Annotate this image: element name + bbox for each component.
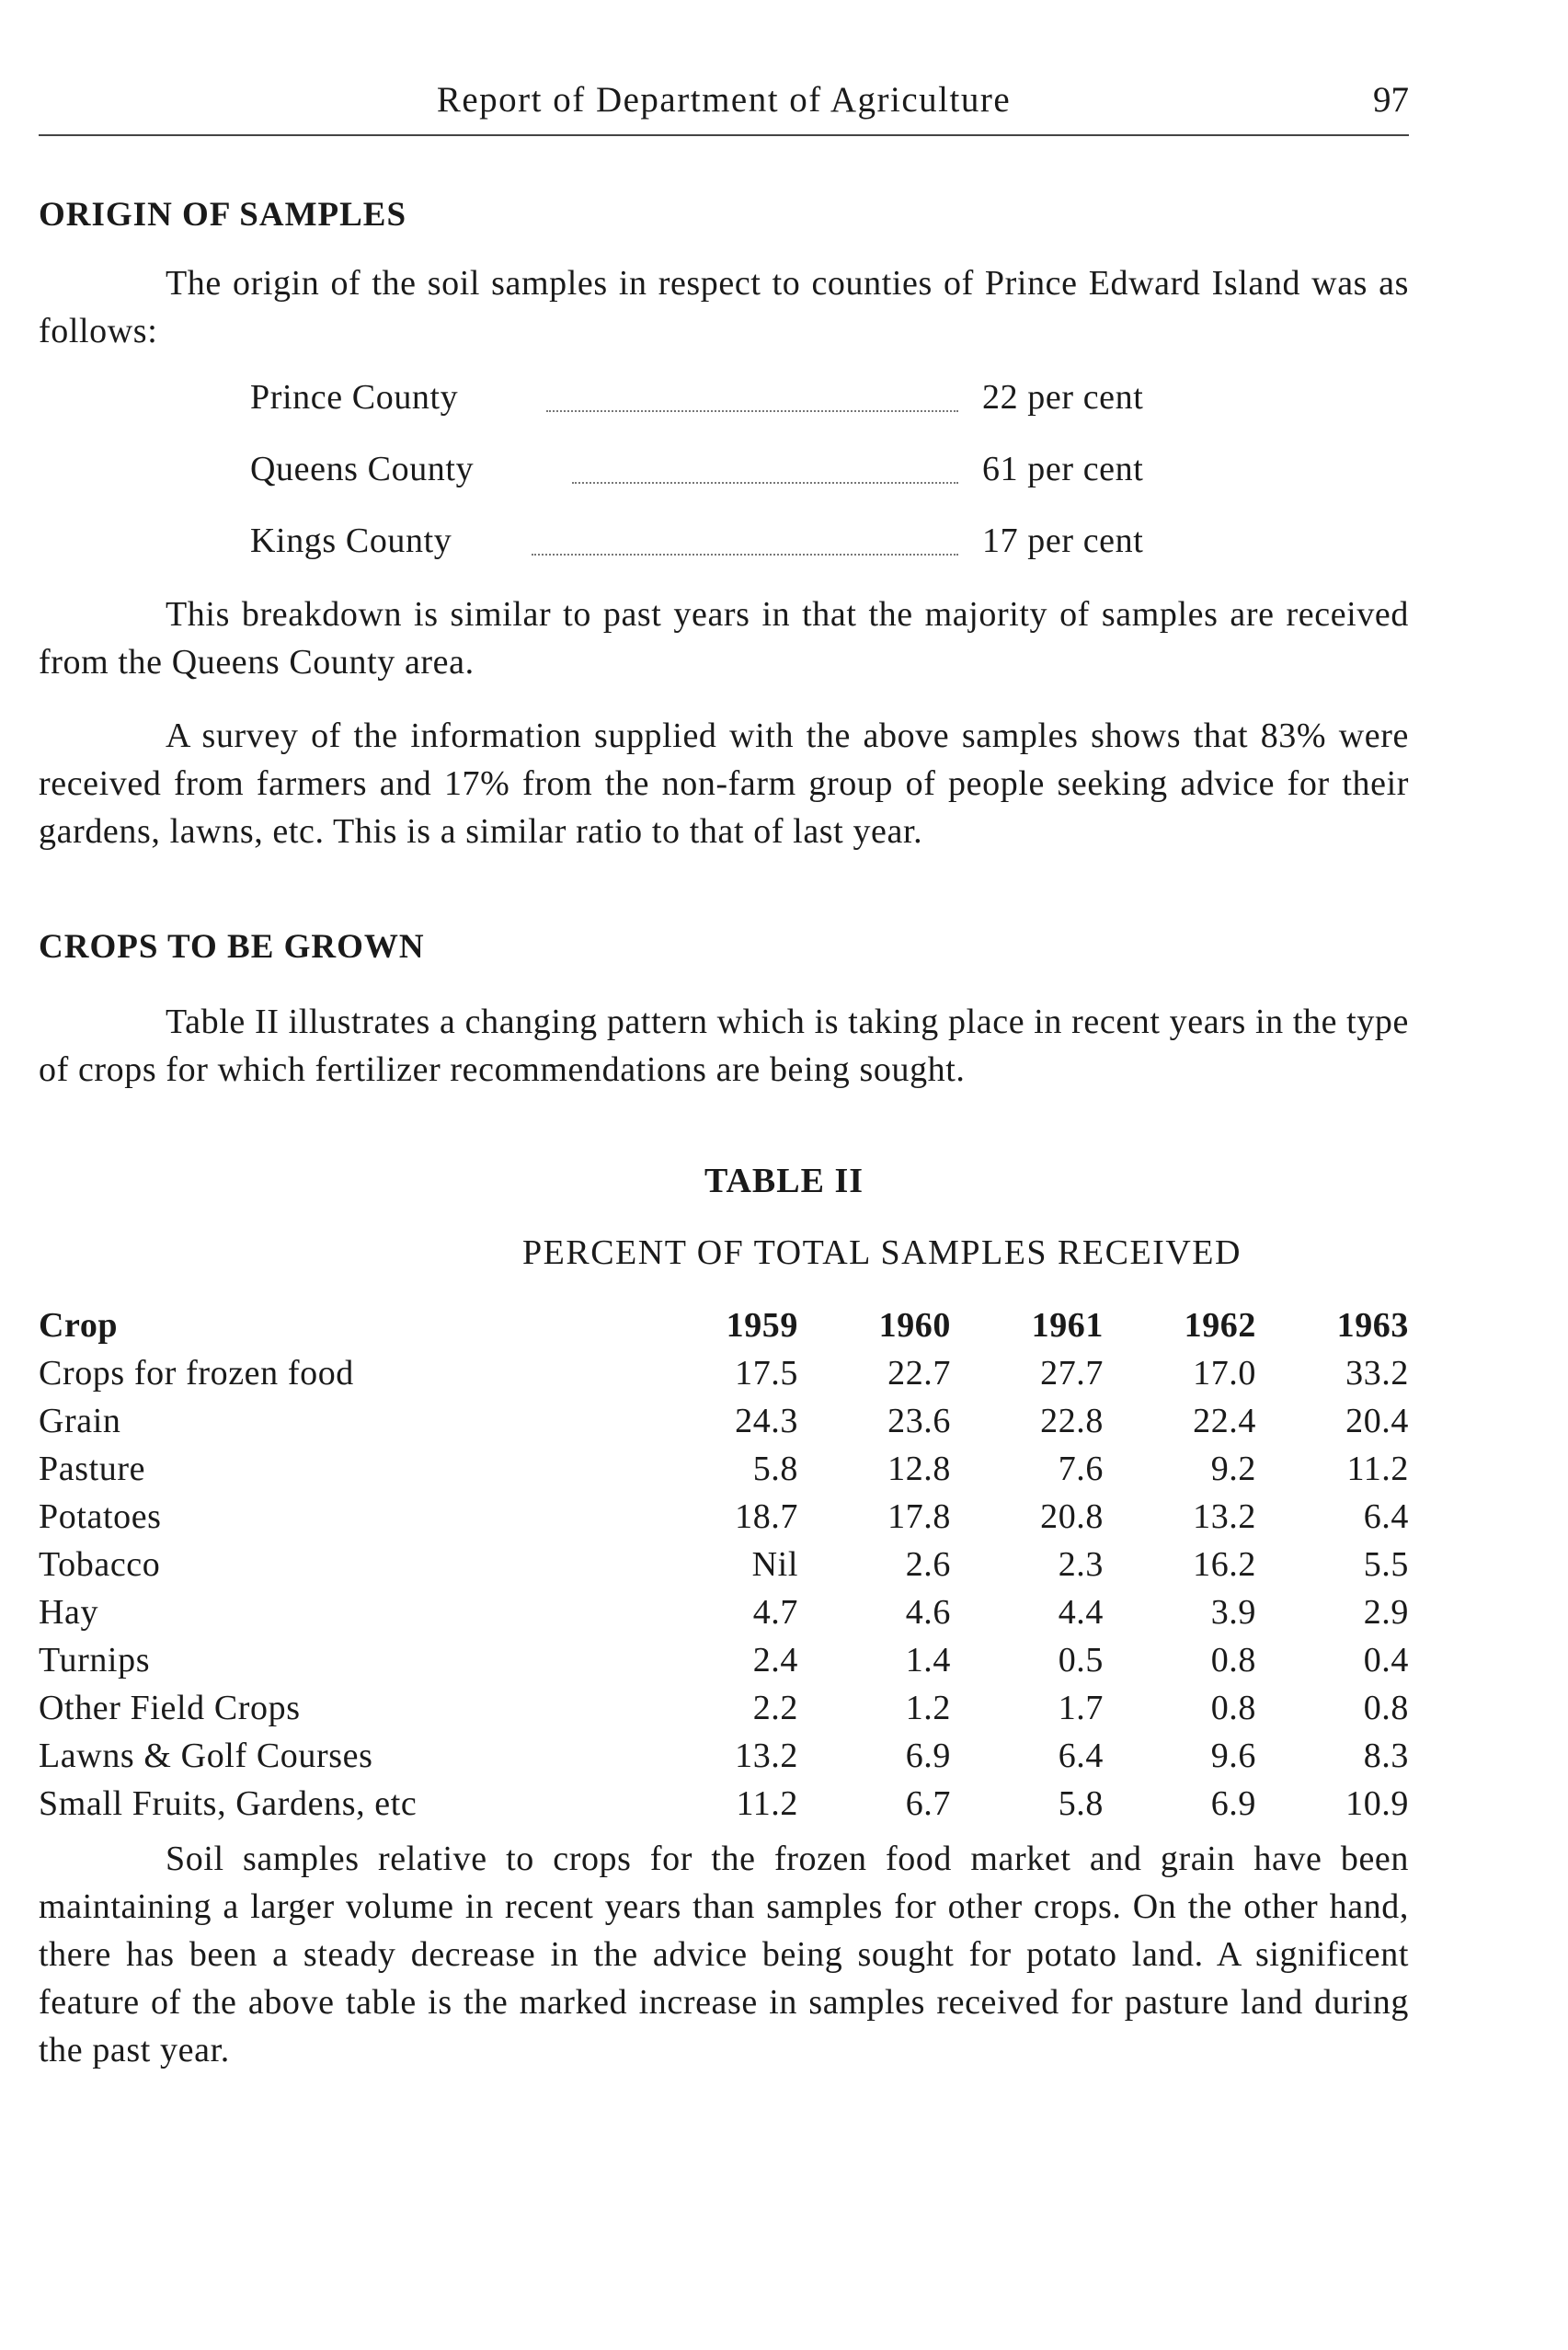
county-name: Queens County bbox=[250, 450, 475, 488]
table-cell: 11.2 bbox=[736, 1784, 798, 1823]
table-cell: 6.9 bbox=[905, 1737, 951, 1775]
column-header-1961: 1961 bbox=[1031, 1306, 1104, 1345]
table-cell: 9.2 bbox=[1210, 1450, 1256, 1488]
table-cell: 6.9 bbox=[1210, 1784, 1256, 1823]
table-cell: 2.9 bbox=[1363, 1593, 1409, 1632]
table-cell: 4.6 bbox=[905, 1593, 951, 1632]
dot-leader bbox=[546, 410, 958, 412]
table-cell: 17.5 bbox=[735, 1354, 798, 1393]
running-title: Report of Department of Agriculture bbox=[436, 80, 1012, 120]
table-cell: 18.7 bbox=[735, 1497, 798, 1536]
table-cell: 5.8 bbox=[1058, 1784, 1104, 1823]
table-cell: 4.4 bbox=[1058, 1593, 1104, 1632]
crop-name: Turnips bbox=[39, 1641, 151, 1679]
table-row bbox=[39, 1349, 1409, 1397]
table-row bbox=[39, 1588, 1409, 1636]
table-cell: 7.6 bbox=[1058, 1450, 1104, 1488]
table-row bbox=[39, 1732, 1409, 1780]
crop-name: Hay bbox=[39, 1593, 99, 1632]
table-cell: 24.3 bbox=[735, 1402, 798, 1440]
table-cell: 2.2 bbox=[752, 1689, 798, 1727]
table-cell: 2.6 bbox=[905, 1545, 951, 1584]
table-body bbox=[39, 1349, 1409, 1828]
crop-name: Pasture bbox=[39, 1450, 146, 1488]
column-header-1959: 1959 bbox=[726, 1306, 798, 1345]
table-row bbox=[39, 1397, 1409, 1445]
column-header-1960: 1960 bbox=[878, 1306, 951, 1345]
table-cell: 17.0 bbox=[1193, 1354, 1256, 1393]
origin-intro-paragraph: The origin of the soil samples in respect to counties of Prince Edward Island was as follows: bbox=[39, 264, 1409, 350]
table-row bbox=[39, 1493, 1409, 1541]
table-header-row bbox=[39, 1301, 1409, 1349]
table-cell: 9.6 bbox=[1210, 1737, 1256, 1775]
table-cell: 16.2 bbox=[1193, 1545, 1256, 1584]
crop-name: Potatoes bbox=[39, 1497, 162, 1536]
column-header-crop: Crop bbox=[39, 1306, 119, 1345]
table-cell: 5.8 bbox=[752, 1450, 798, 1488]
dot-leader bbox=[572, 482, 958, 484]
crop-name: Grain bbox=[39, 1402, 121, 1440]
running-header bbox=[39, 79, 1409, 136]
table-cell: 8.3 bbox=[1363, 1737, 1409, 1775]
column-header-1963: 1963 bbox=[1336, 1306, 1409, 1345]
section-heading-origin: ORIGIN OF SAMPLES bbox=[39, 196, 407, 234]
section-heading-crops: CROPS TO BE GROWN bbox=[39, 928, 425, 966]
table-cell: 13.2 bbox=[735, 1737, 798, 1775]
county-percent: 61 per cent bbox=[982, 450, 1144, 488]
table-cell: 11.2 bbox=[1346, 1450, 1409, 1488]
table-cell: 0.8 bbox=[1210, 1641, 1256, 1679]
breakdown-paragraph: This breakdown is similar to past years in that the majority of samples are received from the Queens County area. bbox=[39, 595, 1409, 682]
crops-table bbox=[39, 1301, 1409, 1828]
table-cell: 0.8 bbox=[1363, 1689, 1409, 1727]
table-cell: 27.7 bbox=[1040, 1354, 1104, 1393]
county-name: Kings County bbox=[250, 522, 452, 560]
table-cell: 5.5 bbox=[1363, 1545, 1409, 1584]
crop-name: Lawns & Golf Courses bbox=[39, 1737, 373, 1775]
table-cell: 0.4 bbox=[1363, 1641, 1409, 1679]
county-percent: 22 per cent bbox=[982, 378, 1144, 417]
table-cell: 22.7 bbox=[887, 1354, 951, 1393]
table-row bbox=[39, 1684, 1409, 1732]
county-row-prince bbox=[250, 377, 1216, 449]
county-row-queens bbox=[250, 449, 1216, 521]
table-row bbox=[39, 1780, 1409, 1828]
county-row-kings bbox=[250, 521, 1216, 592]
crop-name: Other Field Crops bbox=[39, 1689, 301, 1727]
table-row bbox=[39, 1541, 1409, 1588]
page-number: 97 bbox=[1373, 80, 1409, 120]
closing-paragraph: Soil samples relative to crops for the frozen food market and grain have been maintaining a larger volume in recent years than samples for other crops. On the other hand, there has been a steady decrease in the advice being sought for potato land. A significent feature of the above table is the marked increase in samples received for pasture land during the past year. bbox=[39, 1840, 1409, 2069]
table-cell: 33.2 bbox=[1345, 1354, 1409, 1393]
county-list bbox=[250, 377, 1216, 592]
column-header-1962: 1962 bbox=[1184, 1306, 1256, 1345]
table-row bbox=[39, 1445, 1409, 1493]
dot-leader bbox=[532, 554, 958, 556]
table-cell: 2.4 bbox=[752, 1641, 798, 1679]
table-cell: 10.9 bbox=[1345, 1784, 1409, 1823]
table-cell: 17.8 bbox=[887, 1497, 951, 1536]
table-cell: 22.8 bbox=[1040, 1402, 1104, 1440]
county-name: Prince County bbox=[250, 378, 459, 417]
table-cell: 2.3 bbox=[1058, 1545, 1104, 1584]
crop-name: Crops for frozen food bbox=[39, 1354, 354, 1393]
table-title: TABLE II bbox=[704, 1162, 864, 1200]
crops-intro-paragraph: Table II illustrates a changing pattern which is taking place in recent years in the type of crops for which fertilizer recommendations are being sought. bbox=[39, 1003, 1409, 1089]
crop-name: Small Fruits, Gardens, etc bbox=[39, 1784, 418, 1823]
table-cell: 0.5 bbox=[1058, 1641, 1104, 1679]
table-subtitle: PERCENT OF TOTAL SAMPLES RECEIVED bbox=[522, 1233, 1242, 1272]
table-row bbox=[39, 1636, 1409, 1684]
table-cell: 13.2 bbox=[1193, 1497, 1256, 1536]
table-cell: 23.6 bbox=[887, 1402, 951, 1440]
table-cell: 4.7 bbox=[752, 1593, 798, 1632]
survey-paragraph: A survey of the information supplied with the above samples shows that 83% were received from farmers and 17% from the non-farm group of people seeking advice for their gardens, lawns, etc. This is a similar ratio to that of last year. bbox=[39, 716, 1409, 851]
table-cell: 6.4 bbox=[1058, 1737, 1104, 1775]
table-cell: 20.4 bbox=[1345, 1402, 1409, 1440]
table-cell: 6.7 bbox=[905, 1784, 951, 1823]
table-cell: 1.7 bbox=[1058, 1689, 1104, 1727]
table-cell: 22.4 bbox=[1193, 1402, 1256, 1440]
table-cell: Nil bbox=[751, 1545, 798, 1584]
table-cell: 20.8 bbox=[1040, 1497, 1104, 1536]
table-cell: 6.4 bbox=[1363, 1497, 1409, 1536]
table-cell: 3.9 bbox=[1210, 1593, 1256, 1632]
crop-name: Tobacco bbox=[39, 1545, 161, 1584]
table-cell: 1.4 bbox=[905, 1641, 951, 1679]
county-percent: 17 per cent bbox=[982, 522, 1144, 560]
table-cell: 1.2 bbox=[905, 1689, 951, 1727]
table-cell: 12.8 bbox=[887, 1450, 951, 1488]
table-cell: 0.8 bbox=[1210, 1689, 1256, 1727]
